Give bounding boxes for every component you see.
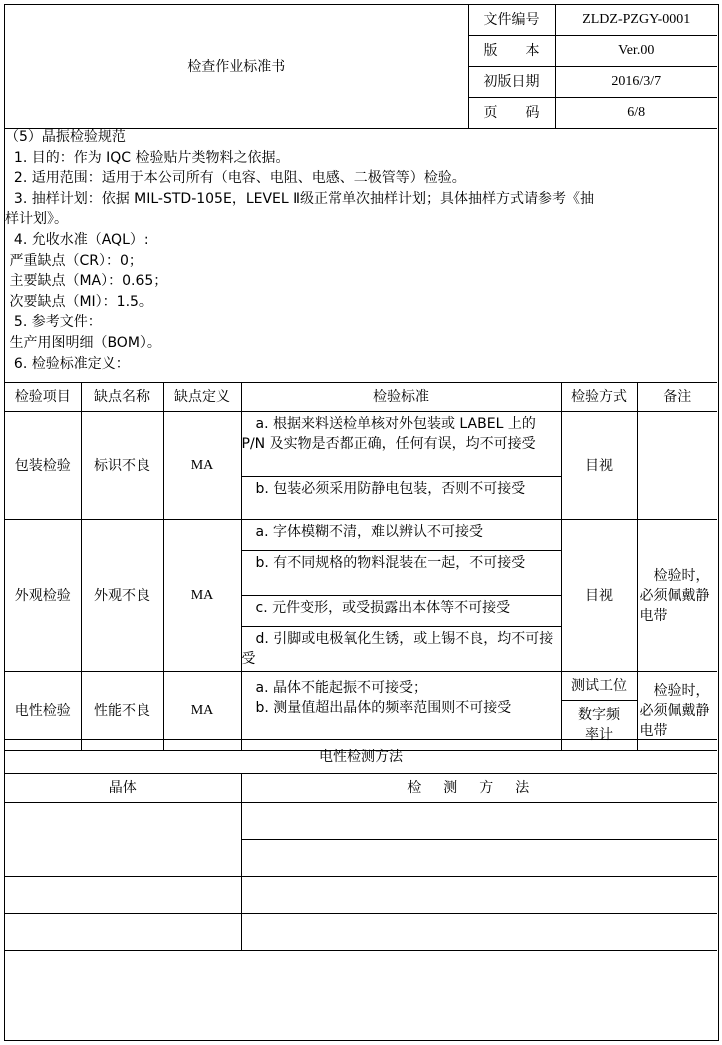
- header-defect-name: 缺点名称: [81, 383, 163, 412]
- intro-line: 严重缺点（CR）：0；: [5, 252, 143, 269]
- methods-col-crystal: 晶体: [5, 774, 241, 803]
- defect-packaging: 标识不良: [81, 412, 163, 520]
- header-inspection-standard: 检验标准: [241, 383, 561, 412]
- table-cell: [241, 803, 717, 840]
- methods-col-method-label: 检测方法: [407, 780, 552, 796]
- definition-electrical: MA: [163, 672, 241, 751]
- header-inspection-item: 检验项目: [5, 383, 81, 412]
- header-defect-definition: 缺点定义: [163, 383, 241, 412]
- intro-line: 1. 目的：作为 IQC 检验贴片类物料之依据。: [5, 149, 290, 166]
- intro-line: 生产用图明细（BOM）。: [5, 334, 161, 351]
- table-cell: [5, 877, 241, 914]
- intro-line: 主要缺点（MA）：0.65；: [5, 273, 168, 290]
- definition-appearance: MA: [163, 520, 241, 672]
- standard-electrical-b: b. 测量值超出晶体的频率范围则不可接受: [241, 700, 512, 716]
- intro-section: [5, 127, 717, 374]
- page-number-value: 6/8: [555, 98, 717, 129]
- table-cell: [5, 914, 241, 951]
- table-row: [5, 672, 717, 701]
- header-remarks: 备注: [637, 383, 717, 412]
- table-row: [5, 412, 717, 477]
- document-page: [4, 4, 719, 1041]
- standard-appearance-d: d. 引脚或电极氧化生锈，或上锡不良，均不可接受: [241, 627, 561, 672]
- version-label: 版 本: [468, 36, 555, 67]
- methods-title: 电性检测方法: [5, 740, 717, 774]
- intro-line: 5. 参考文件：: [5, 314, 102, 331]
- table-cell: [241, 877, 717, 914]
- method-packaging: 目视: [561, 412, 637, 520]
- method-electrical-station: 测试工位: [561, 672, 637, 701]
- standard-appearance-a: a. 字体模糊不清，难以辨认不可接受: [241, 520, 561, 551]
- note-packaging: [637, 412, 717, 520]
- standard-appearance-c: c. 元件变形，或受损露出本体等不可接受: [241, 596, 561, 627]
- note-appearance: 检验时，必须佩戴静电带: [637, 520, 717, 672]
- first-edition-date-label: 初版日期: [468, 67, 555, 98]
- method-electrical-instrument: 数字频率计: [561, 700, 637, 750]
- intro-line: 样计划》。: [5, 211, 68, 228]
- document-header: [5, 5, 717, 129]
- defect-electrical: 性能不良: [81, 672, 163, 751]
- table-cell: [241, 840, 717, 877]
- table-row: [5, 520, 717, 551]
- inspection-table: [5, 382, 717, 751]
- definition-packaging: MA: [163, 412, 241, 520]
- intro-line: 3. 抽样计划：依据 MIL-STD-105E，LEVEL Ⅱ级正常单次抽样计划；具体抽样方式请参考《抽: [5, 190, 595, 207]
- intro-line: 次要缺点（MI）：1.5。: [5, 293, 153, 310]
- standard-appearance-b: b. 有不同规格的物料混装在一起，不可接受: [241, 551, 561, 596]
- doc-number-label: 文件编号: [468, 5, 555, 36]
- electrical-methods-table: [5, 739, 717, 951]
- item-appearance: 外观检验: [5, 520, 81, 672]
- methods-col-method: [241, 774, 717, 803]
- defect-appearance: 外观不良: [81, 520, 163, 672]
- table-cell: [5, 803, 241, 877]
- version-value: Ver.00: [555, 36, 717, 67]
- doc-number-value: ZLDZ-PZGY-0001: [555, 5, 717, 36]
- note-electrical: 检验时，必须佩戴静电带: [637, 672, 717, 751]
- standard-packaging-b: b. 包装必须采用防静电包装，否则不可接受: [241, 477, 561, 520]
- standard-electrical-a: a. 晶体不能起振不可接受；: [241, 680, 427, 696]
- item-packaging: 包装检验: [5, 412, 81, 520]
- table-cell: [241, 914, 717, 951]
- intro-line: 4. 允收水准（AQL）:: [5, 231, 149, 248]
- item-electrical: 电性检验: [5, 672, 81, 751]
- intro-line: （5）晶振检验规范: [5, 129, 126, 145]
- intro-line: 2. 适用范围：适用于本公司所有（电容、电阻、电感、二极管等）检验。: [5, 170, 466, 187]
- document-title: 检查作业标准书: [5, 5, 468, 129]
- standard-packaging-a: a. 根据来料送检单核对外包装或 LABEL 上的 P/N 及实物是否都正确，任何有误，均不可接受: [241, 412, 561, 477]
- first-edition-date-value: 2016/3/7: [555, 67, 717, 98]
- intro-line: 6. 检验标准定义：: [5, 355, 130, 372]
- table-header-row: [5, 383, 717, 412]
- method-appearance: 目视: [561, 520, 637, 672]
- header-inspection-method: 检验方式: [561, 383, 637, 412]
- page-number-label: 页 码: [468, 98, 555, 129]
